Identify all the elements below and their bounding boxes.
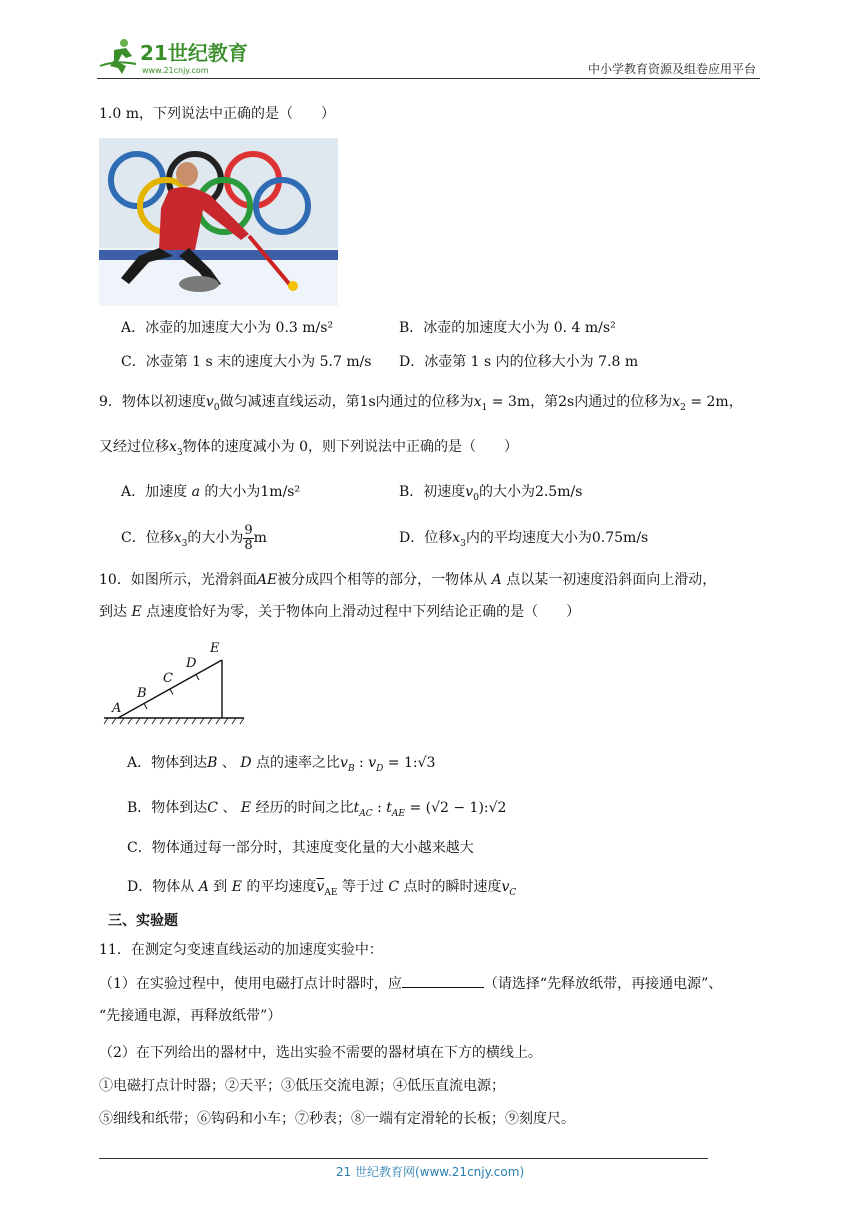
- q8-option-a: A．冰壶的加速度大小为 0.3 m/s²: [121, 320, 334, 336]
- svg-text:A: A: [112, 701, 122, 716]
- answer-blank[interactable]: [402, 973, 484, 988]
- q11-part1-line2: “先接通电源，再释放纸带”）: [99, 1008, 282, 1024]
- section-title-experiment: 三、实验题: [108, 913, 178, 929]
- site-logo: [96, 36, 266, 78]
- q9-line2: 又经过位移$x_3$物体的速度减小为 0，则下列说法中正确的是（ ）: [99, 439, 518, 458]
- svg-text:B: B: [137, 686, 147, 701]
- q11-equipment-list-1: ①电磁打点计时器；②天平；③低压交流电源；④低压直流电源；: [99, 1078, 505, 1094]
- q9-option-b: B．初速度$v_0$的大小为2.5m/s: [399, 484, 583, 503]
- q11-part2: （2）在下列给出的器材中，选出实验不需要的器材填在下方的横线上。: [99, 1045, 542, 1061]
- q10-option-b: B．物体到达C 、 E 经历的时间之比$t_{AC}$ : $t_{AE} = (√2$ − 1):√2: [127, 800, 507, 819]
- q10-option-d: D．物体从 A 到 E 的平均速度$\overline{v}_{AE}$ 等于过 C 点时的瞬时速度$v_C$: [127, 879, 517, 898]
- svg-text:21世纪教育: 21世纪教育: [140, 41, 248, 65]
- q10-option-c: C．物体通过每一部分时，其速度变化量的大小越来越大: [127, 840, 474, 856]
- q10-option-a: A．物体到达B 、 D 点的速率之比$v_B$ : $v_D$ = 1:√3: [127, 755, 436, 774]
- header-divider: [97, 78, 760, 79]
- footer-divider: [99, 1158, 708, 1159]
- header-platform-text: 中小学教育资源及组卷应用平台: [587, 62, 756, 76]
- q10-line1: 10．如图所示，光滑斜面AE被分成四个相等的部分，一物体从 A 点以某一初速度沿斜面向上滑动，: [99, 572, 717, 588]
- footer-text: 21 世纪教育网(www.21cnjy.com): [335, 1165, 525, 1179]
- q9-option-d: D．位移$x_3$内的平均速度大小为0.75m/s: [399, 530, 649, 549]
- svg-text:www.21cnjy.com: www.21cnjy.com: [142, 66, 209, 75]
- incline-diagram: [102, 640, 247, 730]
- q11-equipment-list-2: ⑤细线和纸带；⑥钩码和小车；⑦秒表；⑧一端有定滑轮的长板；⑨刻度尺。: [99, 1111, 575, 1127]
- q8-option-d: D．冰壶第 1 s 内的位移大小为 7.8 m: [399, 354, 639, 370]
- q11-part1-line1: （1）在实验过程中，使用电磁打点计时器时，应 （请选择“先释放纸带，再接通电源”、: [99, 973, 722, 994]
- q8-option-c: C．冰壶第 1 s 末的速度大小为 5.7 m/s: [121, 354, 372, 370]
- q10-line2: 到达 E 点速度恰好为零，关于物体向上滑动过程中下列结论正确的是（ ）: [99, 604, 581, 620]
- q9-option-a: A．加速度 a 的大小为1m/s²: [121, 484, 301, 500]
- q9-option-c: C．位移$x_3$的大小为 $\frac{9}{8}$ m: [121, 522, 267, 553]
- q8-intro: 1.0 m，下列说法中正确的是（ ）: [99, 106, 335, 122]
- fraction-9-8: $\frac{9}{8}$: [244, 522, 253, 553]
- svg-text:D: D: [186, 656, 197, 671]
- q9-line1: 9．物体以初速度$v_0$做匀减速直线运动，第1s内通过的位移为$x_1 = 3m$，第2s内通过的位移为$x_2 = 2m$，: [99, 394, 743, 413]
- curling-photo: [99, 138, 338, 306]
- svg-text:C: C: [163, 671, 173, 686]
- svg-text:E: E: [210, 641, 220, 656]
- q11-stem: 11．在测定匀变速直线运动的加速度实验中：: [99, 942, 383, 958]
- q8-option-b: B．冰壶的加速度大小为 0. 4 m/s²: [399, 320, 616, 336]
